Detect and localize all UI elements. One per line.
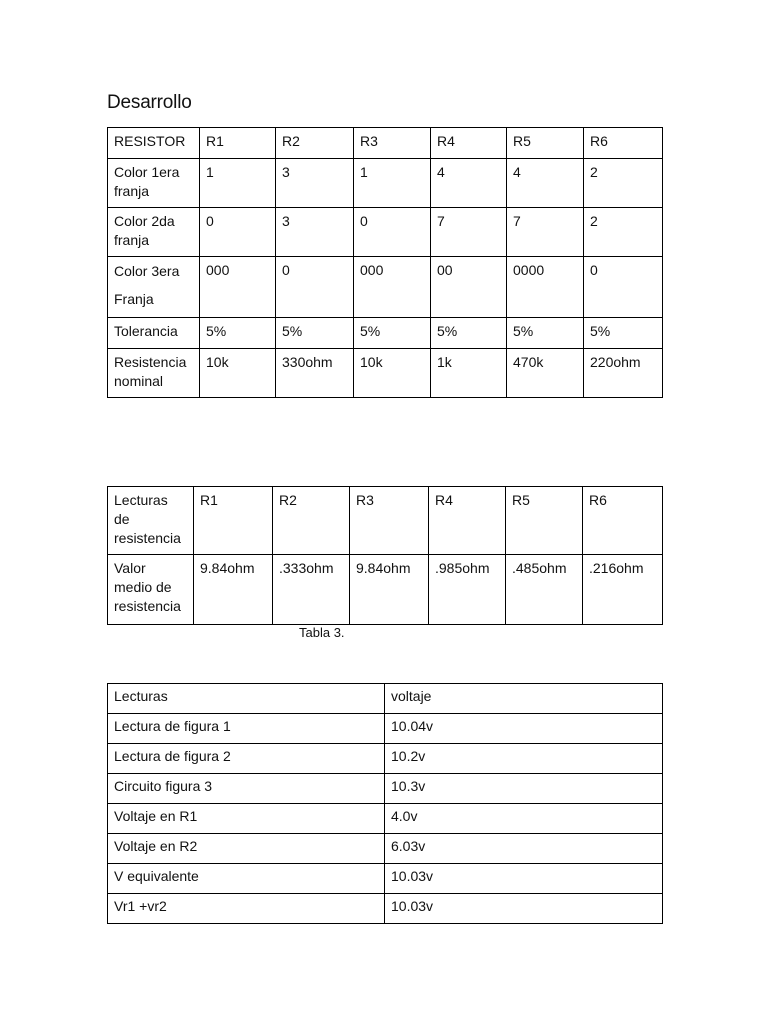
table-cell: 3: [276, 208, 354, 257]
table-cell: 9.84ohm: [350, 555, 429, 625]
table-cell: R5: [506, 487, 583, 555]
table-row: [108, 257, 663, 318]
table-cell: 10k: [200, 349, 276, 398]
table-cell: 5%: [507, 318, 584, 349]
table-cell: 6.03v: [385, 834, 663, 864]
resistance-readings-table: [107, 486, 663, 625]
table-row: [108, 128, 663, 159]
table-cell: 5%: [276, 318, 354, 349]
table-cell: 0: [584, 257, 663, 318]
resistor-color-table: [107, 127, 663, 398]
table-cell: Lecturas: [108, 684, 385, 714]
table-cell: R6: [583, 487, 663, 555]
table-cell: 00: [431, 257, 507, 318]
table-cell: 5%: [354, 318, 431, 349]
table-cell: V equivalente: [108, 864, 385, 894]
table-cell: [108, 257, 200, 318]
table-cell: 000: [200, 257, 276, 318]
table-cell: 000: [354, 257, 431, 318]
table-cell: 10.3v: [385, 774, 663, 804]
table-cell: R3: [350, 487, 429, 555]
table-cell: Voltaje en R2: [108, 834, 385, 864]
table-cell: 7: [507, 208, 584, 257]
table-cell: R3: [354, 128, 431, 159]
table-row: [108, 487, 663, 555]
table-cell: 10.2v: [385, 744, 663, 774]
table-cell: R2: [276, 128, 354, 159]
table-cell: 3: [276, 159, 354, 208]
table-cell: 0: [354, 208, 431, 257]
table-row: [108, 208, 663, 257]
table-row: [108, 804, 663, 834]
table-cell: R5: [507, 128, 584, 159]
table-row: [108, 684, 663, 714]
table-cell: Vr1 +vr2: [108, 894, 385, 924]
table-row: [108, 744, 663, 774]
table-cell: 9.84ohm: [194, 555, 273, 625]
table-cell: 470k: [507, 349, 584, 398]
table-cell: voltaje: [385, 684, 663, 714]
table-cell: Lectura de figura 2: [108, 744, 385, 774]
cell-line: Color 3era: [114, 263, 180, 279]
table-cell: R2: [273, 487, 350, 555]
table-cell: 10.03v: [385, 894, 663, 924]
table-cell: R1: [200, 128, 276, 159]
table-cell: .485ohm: [506, 555, 583, 625]
table-cell: 4.0v: [385, 804, 663, 834]
table-row: [108, 318, 663, 349]
table-cell: 0000: [507, 257, 584, 318]
table-cell: Lecturas de resistencia: [108, 487, 194, 555]
table-cell: 2: [584, 159, 663, 208]
table-cell: 1: [200, 159, 276, 208]
table-cell: R4: [429, 487, 506, 555]
table-row: [108, 159, 663, 208]
table-row: [108, 894, 663, 924]
table-row: [108, 349, 663, 398]
cell-line: Franja: [114, 291, 154, 307]
table-cell: 5%: [431, 318, 507, 349]
table-cell: Valor medio de resistencia: [108, 555, 194, 625]
table-cell: Color 1era franja: [108, 159, 200, 208]
table-cell: 330ohm: [276, 349, 354, 398]
table-cell: .333ohm: [273, 555, 350, 625]
table-cell: 10.04v: [385, 714, 663, 744]
table-cell: Tolerancia: [108, 318, 200, 349]
table-cell: 1: [354, 159, 431, 208]
table-cell: R1: [194, 487, 273, 555]
table-cell: 10k: [354, 349, 431, 398]
table-caption: Tabla 3.: [299, 625, 345, 640]
table-cell: Lectura de figura 1: [108, 714, 385, 744]
table-cell: 2: [584, 208, 663, 257]
table-cell: 5%: [200, 318, 276, 349]
table-cell: 220ohm: [584, 349, 663, 398]
table-cell: 10.03v: [385, 864, 663, 894]
table-row: [108, 834, 663, 864]
table-row: [108, 714, 663, 744]
table-cell: 4: [507, 159, 584, 208]
table-cell: R6: [584, 128, 663, 159]
table-cell: .216ohm: [583, 555, 663, 625]
voltage-readings-table: [107, 683, 663, 924]
table-cell: 1k: [431, 349, 507, 398]
table-cell: RESISTOR: [108, 128, 200, 159]
table-cell: Circuito figura 3: [108, 774, 385, 804]
table-cell: Resistencia nominal: [108, 349, 200, 398]
table-cell: .985ohm: [429, 555, 506, 625]
table-cell: Color 2da franja: [108, 208, 200, 257]
table-row: [108, 774, 663, 804]
table-cell: 0: [276, 257, 354, 318]
table-cell: Voltaje en R1: [108, 804, 385, 834]
table-cell: 0: [200, 208, 276, 257]
table-cell: 4: [431, 159, 507, 208]
table-cell: R4: [431, 128, 507, 159]
table-row: [108, 555, 663, 625]
table-cell: 5%: [584, 318, 663, 349]
table-row: [108, 864, 663, 894]
section-heading: Desarrollo: [107, 92, 192, 113]
table-cell: 7: [431, 208, 507, 257]
